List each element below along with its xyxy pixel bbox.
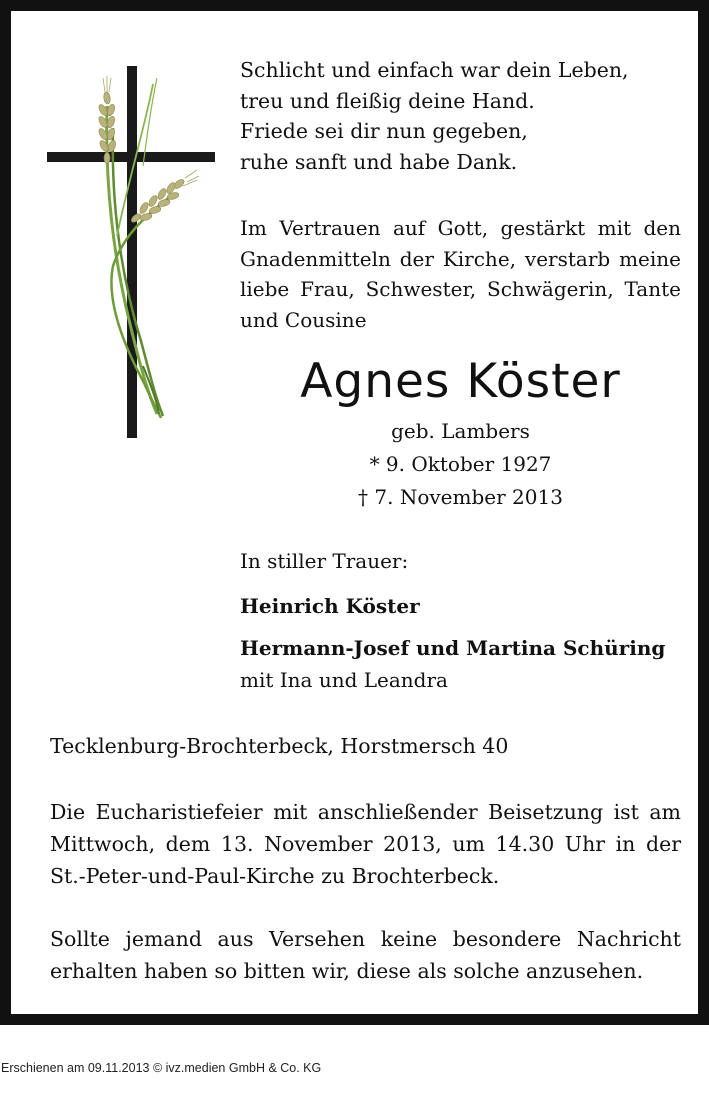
address: Tecklenburg-Brochterbeck, Horstmersch 40 [50,734,509,758]
mourners-intro: In stiller Trauer: [240,549,409,573]
mourner-name: Heinrich Köster [240,594,420,618]
death-date: † 7. November 2013 [358,485,563,509]
poem-line: Schlicht und einfach war dein Leben, [240,58,629,82]
poem [240,55,685,177]
deceased-name: Agnes Köster [300,354,621,409]
closing-note: Sollte jemand aus Versehen keine besondere Nachricht erhalten haben so bitten wir, diese als solche anzusehen. [50,927,681,983]
service-info: Die Eucharistiefeier mit anschließender Beisetzung ist am Mittwoch, dem 13. November 2013, um 14.30 Uhr in der St.-Peter-und-Paul-Kirche zu Brochterbeck. [50,800,681,888]
maiden-name: geb. Lambers [391,419,530,443]
life-dates [240,415,681,514]
birth-date: * 9. Oktober 1927 [369,452,552,476]
intro-text: Im Vertrauen auf Gott, gestärkt mit den Gnadenmitteln der Kirche, verstarb meine liebe Frau, Schwester, Schwägerin, Tante und Cousine [240,216,681,332]
publication-footer: Erschienen am 09.11.2013 © ivz.medien GmbH & Co. KG [1,1061,322,1075]
cross-with-wheat-icon [47,66,217,440]
poem-line: Friede sei dir nun gegeben, [240,119,528,143]
poem-line: treu und fleißig deine Hand. [240,88,535,113]
mourner-name: Hermann-Josef und Martina Schüring [240,636,666,660]
poem-line: ruhe sanft und habe Dank. [240,149,518,174]
mourner-name: mit Ina und Leandra [240,668,448,692]
mourners [240,546,685,697]
